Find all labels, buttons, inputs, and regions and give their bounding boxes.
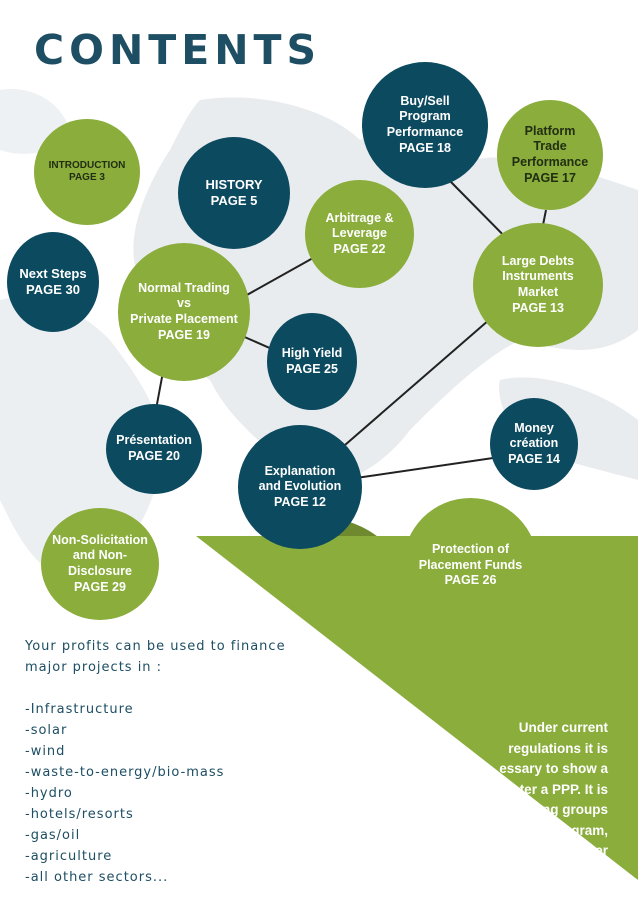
toc-buy-sell[interactable] [362, 62, 488, 188]
toc-protection-label: Protection of Placement Funds PAGE 26 [418, 542, 523, 588]
regulations-line: her [586, 843, 608, 858]
toc-non-solicitation-label: Non-Solicitation and Non- Disclosure PAGE 29 [52, 532, 148, 594]
toc-non-solicitation[interactable] [41, 508, 159, 620]
regulations-line: ng groups [542, 802, 608, 817]
toc-next-steps[interactable] [7, 232, 99, 332]
toc-next-steps-label: Next Steps PAGE 30 [19, 265, 87, 297]
toc-large-debts-label: Large Debts Instruments Market PAGE 13 [501, 253, 575, 315]
toc-high-yield-label: High Yield PAGE 25 [281, 345, 343, 376]
list-item: -hotels/resorts [25, 807, 134, 822]
profits-section [25, 636, 325, 888]
regulations-line: Under current [518, 720, 608, 735]
list-item: -solar [25, 723, 68, 738]
list-item: -gas/oil [25, 828, 81, 843]
toc-introduction[interactable] [34, 119, 140, 225]
regulations-line: regulations it is [508, 740, 608, 756]
toc-explanation-label: Explanation and Evolution PAGE 12 [258, 463, 342, 509]
toc-history-label: HISTORY PAGE 5 [205, 176, 263, 208]
toc-large-debts[interactable] [473, 223, 603, 347]
connector-line [356, 457, 500, 478]
toc-platform[interactable] [497, 100, 603, 210]
toc-presentation-label: Présentation PAGE 20 [116, 433, 192, 463]
toc-explanation[interactable] [238, 425, 362, 549]
page-title: CONTENTS [34, 26, 322, 74]
list-item: -Infrastructure [25, 702, 134, 717]
toc-arbitrage[interactable] [305, 180, 414, 288]
toc-high-yield[interactable] [267, 313, 357, 410]
profits-intro: Your profits can be used to finance major projects in : [25, 639, 286, 675]
toc-arbitrage-label: Arbitrage & Leverage PAGE 22 [325, 210, 394, 256]
toc-presentation[interactable] [106, 404, 202, 494]
regulations-text [438, 718, 608, 862]
list-item: -wind [25, 744, 66, 759]
toc-money-label: Money création PAGE 14 [508, 420, 560, 466]
sectors-list [25, 699, 325, 888]
connector-line [345, 313, 497, 445]
regulations-line: essary to show a [499, 761, 608, 776]
toc-normal-trading[interactable] [118, 243, 250, 381]
list-item: -all other sectors... [25, 870, 169, 885]
list-item: -waste-to-energy/bio-mass [25, 765, 225, 780]
toc-protection[interactable] [403, 498, 538, 633]
toc-money[interactable] [490, 398, 578, 490]
toc-normal-trading-label: Normal Trading vs Private Placement PAGE 19 [130, 280, 238, 342]
list-item: -hydro [25, 786, 73, 801]
regulations-line: gram, [571, 822, 608, 838]
regulations-line: ter a PPP. It is [519, 781, 608, 797]
toc-introduction-label: INTRODUCTION PAGE 3 [48, 159, 126, 183]
list-item: -agriculture [25, 849, 113, 864]
toc-platform-label: Platform Trade Performance PAGE 17 [511, 123, 589, 185]
toc-history[interactable] [178, 137, 290, 249]
toc-buy-sell-label: Buy/Sell Program Performance PAGE 18 [386, 93, 464, 155]
